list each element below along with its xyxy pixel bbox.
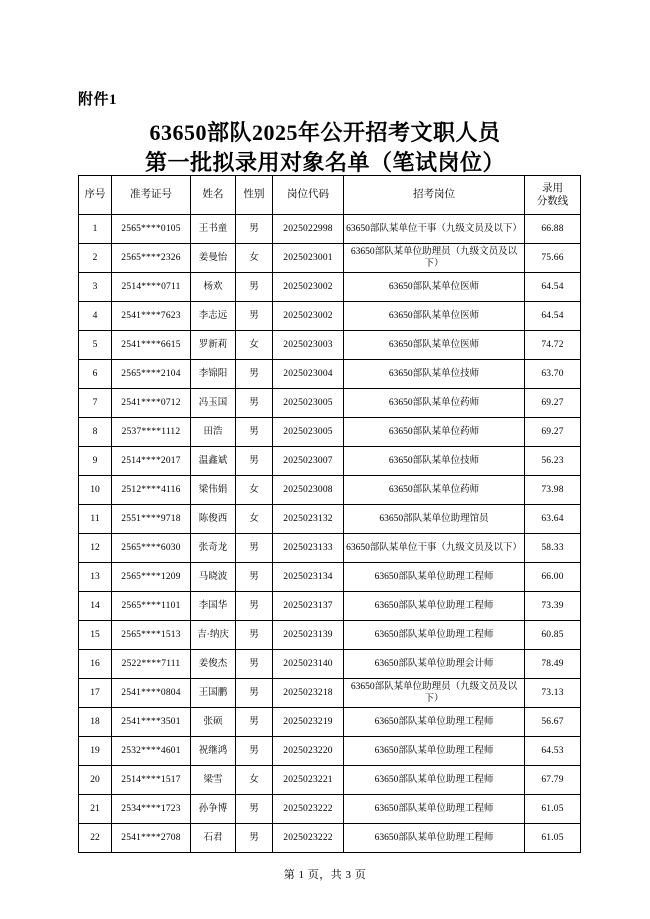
cell-post-code: 2025023220 <box>273 737 344 766</box>
table-row <box>79 476 581 505</box>
cell-score: 64.53 <box>525 737 581 766</box>
cell-card: 2512****4116 <box>112 476 191 505</box>
cell-post-code: 2025023218 <box>273 679 344 708</box>
cell-card: 2541****0804 <box>112 679 191 708</box>
cell-post-code: 2025023132 <box>273 505 344 534</box>
table-row <box>79 824 581 853</box>
cell-name: 王书童 <box>191 215 236 244</box>
cell-index: 18 <box>79 708 112 737</box>
cell-score: 61.05 <box>525 795 581 824</box>
cell-sex: 男 <box>236 824 273 853</box>
table-header-row <box>79 176 581 215</box>
table-row <box>79 389 581 418</box>
cell-index: 11 <box>79 505 112 534</box>
cell-name: 梁伟娟 <box>191 476 236 505</box>
cell-card: 2565****2326 <box>112 244 191 273</box>
cell-name: 张硕 <box>191 708 236 737</box>
table-row <box>79 273 581 302</box>
cell-sex: 男 <box>236 389 273 418</box>
cell-index: 20 <box>79 766 112 795</box>
cell-post: 63650部队某单位干事（九级文员及以下） <box>344 215 525 244</box>
cell-score: 56.23 <box>525 447 581 476</box>
table-row <box>79 418 581 447</box>
cell-sex: 男 <box>236 708 273 737</box>
cell-post: 63650部队某单位技师 <box>344 360 525 389</box>
cell-index: 12 <box>79 534 112 563</box>
cell-score: 66.88 <box>525 215 581 244</box>
table-row <box>79 795 581 824</box>
cell-score: 74.72 <box>525 331 581 360</box>
cell-name: 杨欢 <box>191 273 236 302</box>
cell-post-code: 2025023002 <box>273 302 344 331</box>
cell-name: 祝继鸿 <box>191 737 236 766</box>
cell-card: 2541****6615 <box>112 331 191 360</box>
cell-card: 2565****0105 <box>112 215 191 244</box>
table-row <box>79 592 581 621</box>
cell-score: 56.67 <box>525 708 581 737</box>
cell-score: 73.13 <box>525 679 581 708</box>
cell-card: 2541****7623 <box>112 302 191 331</box>
cell-score: 69.27 <box>525 389 581 418</box>
cell-score: 64.54 <box>525 302 581 331</box>
cell-score: 67.79 <box>525 766 581 795</box>
cell-card: 2565****2104 <box>112 360 191 389</box>
cell-index: 10 <box>79 476 112 505</box>
cell-index: 4 <box>79 302 112 331</box>
cell-name: 冯玉国 <box>191 389 236 418</box>
cell-name: 姜曼怡 <box>191 244 236 273</box>
cell-sex: 男 <box>236 650 273 679</box>
cell-index: 3 <box>79 273 112 302</box>
column-header-score-line1: 录用 <box>542 183 563 194</box>
cell-name: 吉·纳庆 <box>191 621 236 650</box>
cell-post-code: 2025023005 <box>273 389 344 418</box>
cell-score: 73.98 <box>525 476 581 505</box>
cell-index: 2 <box>79 244 112 273</box>
cell-post-code: 2025023002 <box>273 273 344 302</box>
table-row <box>79 215 581 244</box>
cell-index: 17 <box>79 679 112 708</box>
cell-card: 2534****1723 <box>112 795 191 824</box>
cell-post: 63650部队某单位药师 <box>344 389 525 418</box>
cell-name: 温鑫斌 <box>191 447 236 476</box>
cell-card: 2514****2017 <box>112 447 191 476</box>
cell-name: 王国鹏 <box>191 679 236 708</box>
cell-score: 73.39 <box>525 592 581 621</box>
cell-post: 63650部队某单位助理工程师 <box>344 563 525 592</box>
cell-post: 63650部队某单位助理工程师 <box>344 824 525 853</box>
table-row <box>79 534 581 563</box>
cell-card: 2565****6030 <box>112 534 191 563</box>
cell-name: 马晓波 <box>191 563 236 592</box>
cell-post-code: 2025023008 <box>273 476 344 505</box>
column-header-score-line2: 分数线 <box>536 196 569 207</box>
cell-score: 66.00 <box>525 563 581 592</box>
cell-post: 63650部队某单位助理工程师 <box>344 708 525 737</box>
cell-sex: 女 <box>236 505 273 534</box>
cell-card: 2565****1209 <box>112 563 191 592</box>
cell-score: 60.85 <box>525 621 581 650</box>
cell-name: 石君 <box>191 824 236 853</box>
cell-name: 李国华 <box>191 592 236 621</box>
cell-index: 22 <box>79 824 112 853</box>
cell-card: 2541****2708 <box>112 824 191 853</box>
cell-card: 2565****1513 <box>112 621 191 650</box>
cell-post: 63650部队某单位助理工程师 <box>344 592 525 621</box>
table-row <box>79 708 581 737</box>
column-header-sex: 性别 <box>236 176 273 215</box>
cell-post-code: 2025023007 <box>273 447 344 476</box>
table-row <box>79 447 581 476</box>
cell-sex: 女 <box>236 476 273 505</box>
cell-name: 陈俊西 <box>191 505 236 534</box>
cell-index: 7 <box>79 389 112 418</box>
table-row <box>79 360 581 389</box>
cell-card: 2541****3501 <box>112 708 191 737</box>
cell-name: 张奇龙 <box>191 534 236 563</box>
cell-score: 63.70 <box>525 360 581 389</box>
cell-sex: 男 <box>236 592 273 621</box>
cell-post: 63650部队某单位医师 <box>344 273 525 302</box>
page-footer: 第 1 页，共 3 页 <box>283 869 367 881</box>
cell-sex: 女 <box>236 244 273 273</box>
table-row <box>79 766 581 795</box>
cell-score: 61.05 <box>525 824 581 853</box>
cell-post-code: 2025023222 <box>273 824 344 853</box>
table-row <box>79 331 581 360</box>
cell-sex: 男 <box>236 418 273 447</box>
cell-score: 69.27 <box>525 418 581 447</box>
cell-post-code: 2025022998 <box>273 215 344 244</box>
cell-card: 2514****0711 <box>112 273 191 302</box>
cell-sex: 女 <box>236 766 273 795</box>
cell-post: 63650部队某单位助理员（九级文员及以下） <box>344 679 525 708</box>
cell-sex: 男 <box>236 447 273 476</box>
cell-score: 75.66 <box>525 244 581 273</box>
cell-post: 63650部队某单位助理工程师 <box>344 795 525 824</box>
cell-post: 63650部队某单位药师 <box>344 476 525 505</box>
roster-table <box>78 175 581 853</box>
cell-post-code: 2025023003 <box>273 331 344 360</box>
cell-sex: 男 <box>236 563 273 592</box>
cell-index: 5 <box>79 331 112 360</box>
cell-card: 2541****0712 <box>112 389 191 418</box>
cell-post-code: 2025023004 <box>273 360 344 389</box>
cell-post-code: 2025023005 <box>273 418 344 447</box>
table-header <box>79 176 581 215</box>
cell-sex: 男 <box>236 273 273 302</box>
cell-index: 14 <box>79 592 112 621</box>
cell-post-code: 2025023221 <box>273 766 344 795</box>
cell-card: 2514****1517 <box>112 766 191 795</box>
table-body <box>79 215 581 853</box>
cell-sex: 男 <box>236 302 273 331</box>
table-row <box>79 563 581 592</box>
title-line-1: 63650部队2025年公开招考文职人员 <box>149 120 501 145</box>
roster-table-wrapper <box>78 175 573 853</box>
cell-sex: 男 <box>236 534 273 563</box>
cell-post: 63650部队某单位干事（九级文员及以下） <box>344 534 525 563</box>
cell-post: 63650部队某单位助理工程师 <box>344 737 525 766</box>
table-row <box>79 679 581 708</box>
cell-post: 63650部队某单位助理工程师 <box>344 766 525 795</box>
column-header-card: 准考证号 <box>112 176 191 215</box>
cell-post: 63650部队某单位助理会计师 <box>344 650 525 679</box>
cell-sex: 男 <box>236 795 273 824</box>
cell-name: 罗新莉 <box>191 331 236 360</box>
cell-name: 孙争博 <box>191 795 236 824</box>
cell-post: 63650部队某单位药师 <box>344 418 525 447</box>
cell-index: 21 <box>79 795 112 824</box>
cell-post-code: 2025023139 <box>273 621 344 650</box>
cell-name: 姜俊杰 <box>191 650 236 679</box>
cell-post-code: 2025023133 <box>273 534 344 563</box>
cell-index: 15 <box>79 621 112 650</box>
cell-sex: 男 <box>236 360 273 389</box>
cell-post-code: 2025023222 <box>273 795 344 824</box>
cell-post: 63650部队某单位技师 <box>344 447 525 476</box>
cell-score: 78.49 <box>525 650 581 679</box>
cell-post-code: 2025023001 <box>273 244 344 273</box>
cell-sex: 男 <box>236 679 273 708</box>
cell-post-code: 2025023137 <box>273 592 344 621</box>
cell-card: 2551****9718 <box>112 505 191 534</box>
column-header-name: 姓名 <box>191 176 236 215</box>
cell-index: 19 <box>79 737 112 766</box>
cell-sex: 女 <box>236 331 273 360</box>
table-row <box>79 650 581 679</box>
column-header-post-code: 岗位代码 <box>273 176 344 215</box>
cell-post-code: 2025023140 <box>273 650 344 679</box>
cell-name: 李锦阳 <box>191 360 236 389</box>
title-line-2: 第一批拟录用对象名单（笔试岗位） <box>144 150 505 175</box>
cell-index: 16 <box>79 650 112 679</box>
table-row <box>79 244 581 273</box>
cell-card: 2565****1101 <box>112 592 191 621</box>
cell-sex: 男 <box>236 215 273 244</box>
column-header-post: 招考岗位 <box>344 176 525 215</box>
document-title <box>0 118 650 178</box>
cell-post: 63650部队某单位助理馆员 <box>344 505 525 534</box>
column-header-score <box>525 176 581 215</box>
cell-sex: 男 <box>236 621 273 650</box>
cell-post: 63650部队某单位医师 <box>344 302 525 331</box>
cell-post-code: 2025023219 <box>273 708 344 737</box>
cell-post: 63650部队某单位助理员（九级文员及以下） <box>344 244 525 273</box>
cell-score: 58.33 <box>525 534 581 563</box>
cell-index: 9 <box>79 447 112 476</box>
cell-name: 田浩 <box>191 418 236 447</box>
cell-sex: 男 <box>236 737 273 766</box>
cell-index: 13 <box>79 563 112 592</box>
cell-card: 2537****1112 <box>112 418 191 447</box>
cell-post-code: 2025023134 <box>273 563 344 592</box>
column-header-index: 序号 <box>79 176 112 215</box>
attachment-label: 附件1 <box>78 92 118 108</box>
table-row <box>79 302 581 331</box>
table-row <box>79 505 581 534</box>
cell-index: 8 <box>79 418 112 447</box>
table-row <box>79 737 581 766</box>
cell-name: 李志远 <box>191 302 236 331</box>
cell-card: 2522****7111 <box>112 650 191 679</box>
cell-name: 梁雪 <box>191 766 236 795</box>
cell-post: 63650部队某单位助理工程师 <box>344 621 525 650</box>
cell-index: 6 <box>79 360 112 389</box>
table-row <box>79 621 581 650</box>
cell-card: 2532****4601 <box>112 737 191 766</box>
cell-post: 63650部队某单位医师 <box>344 331 525 360</box>
cell-index: 1 <box>79 215 112 244</box>
cell-score: 63.64 <box>525 505 581 534</box>
cell-score: 64.54 <box>525 273 581 302</box>
